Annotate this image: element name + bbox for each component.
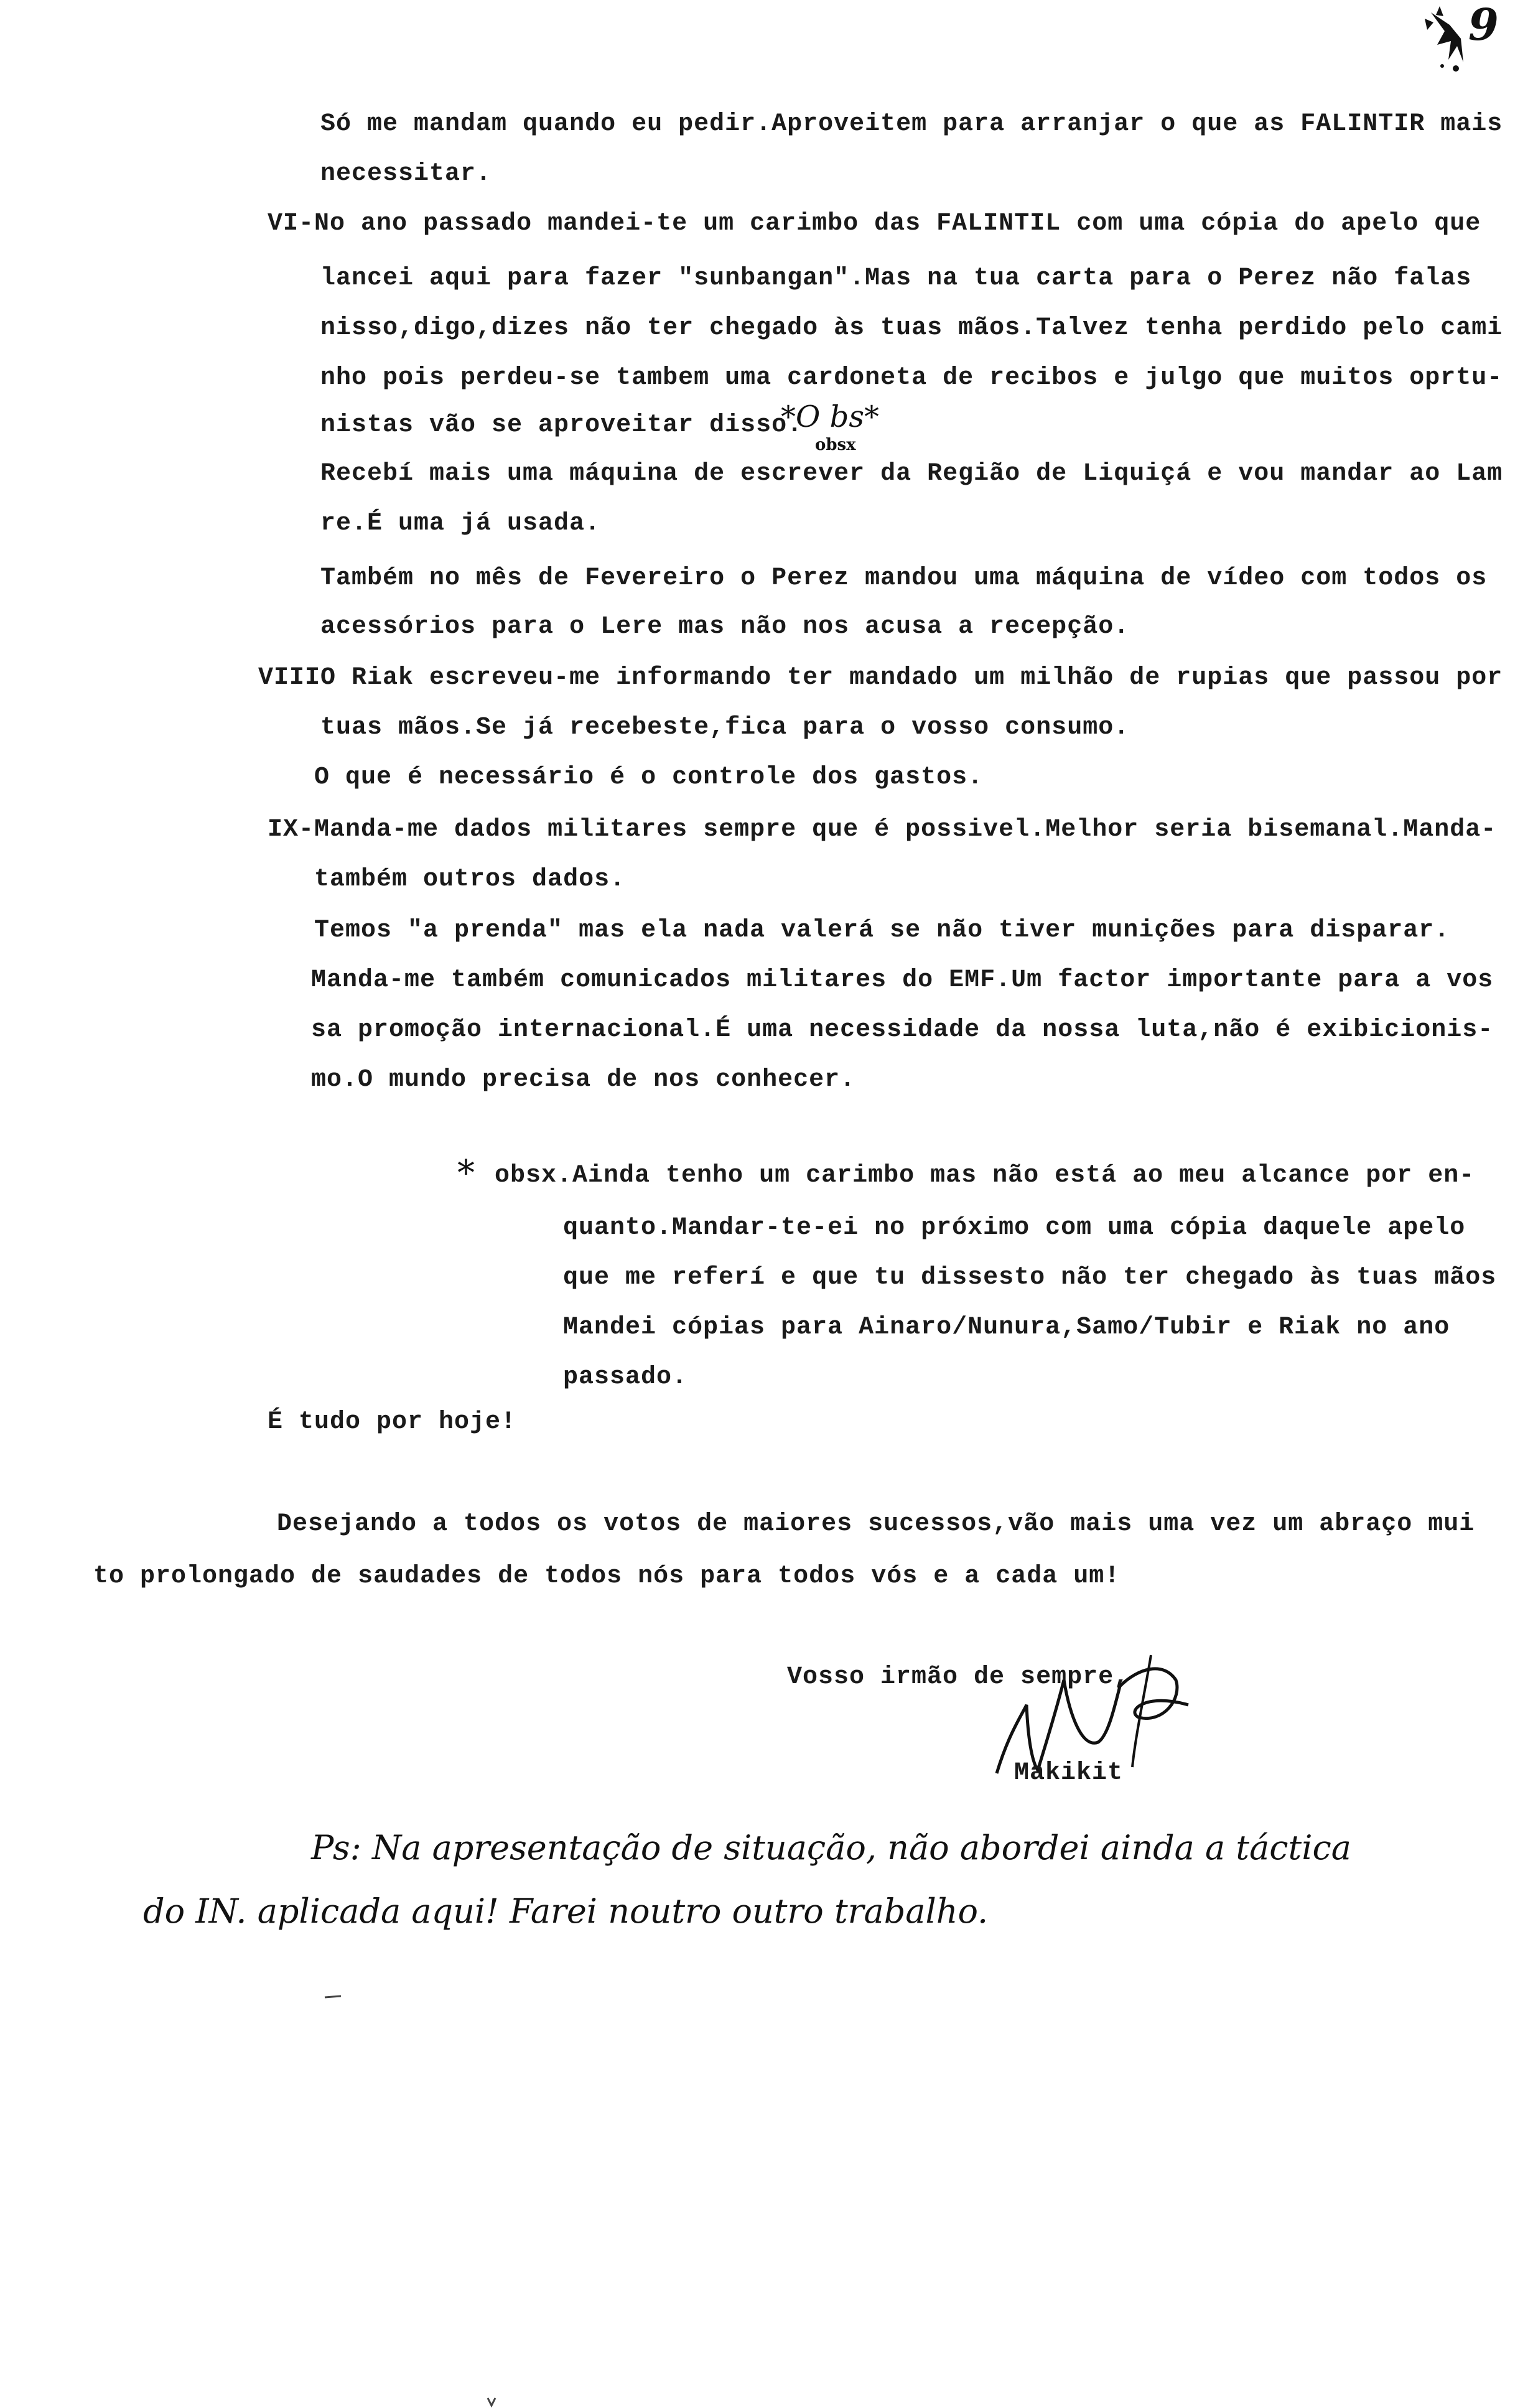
text-line-3: VI-No ano passado mandei-te um carimbo das FALINTIL com uma cópia do apelo que xyxy=(268,210,1481,238)
text-line-18: Manda-me também comunicados militares do EMF.Um factor importante para a vos xyxy=(311,966,1494,994)
stray-mark-icon xyxy=(485,2396,498,2408)
text-line-13: tuas mãos.Se já recebeste,fica para o vosso consumo. xyxy=(320,714,1130,742)
text-line-26: É tudo por hoje! xyxy=(268,1408,517,1436)
text-line-6: nho pois perdeu-se tambem uma cardoneta de recibos e julgo que muitos oprtu- xyxy=(320,364,1503,392)
text-line-15: IX-Manda-me dados militares sempre que é possivel.Melhor seria bisemanal.Manda- xyxy=(268,816,1497,844)
handwritten-ps-line-1: Ps: Na apresentação de situação, não abordei ainda a táctica xyxy=(311,1828,1351,1867)
page-number-digit: 9 xyxy=(1468,0,1499,50)
text-line-17: Temos "a prenda" mas ela nada valerá se não tiver munições para disparar. xyxy=(314,917,1450,945)
text-line-20: mo.O mundo precisa de nos conhecer. xyxy=(311,1066,856,1094)
handwritten-inline-note-sub: obsx xyxy=(815,436,856,454)
stray-mark-icon xyxy=(324,1991,342,2004)
text-line-8: Recebí mais uma máquina de escrever da Região de Liquiçá e vou mandar ao Lam xyxy=(320,460,1503,488)
page-number xyxy=(1412,0,1506,93)
text-line-11: acessórios para o Lere mas não nos acusa a recepção. xyxy=(320,613,1130,641)
text-line-27: Desejando a todos os votos de maiores sucessos,vão mais uma vez um abraço mui xyxy=(277,1510,1475,1538)
closing-salutation: Vosso irmão de sempre, xyxy=(787,1663,1130,1691)
text-line-7: nistas vão se aproveitar disso. xyxy=(320,411,803,439)
text-line-2: necessitar. xyxy=(320,160,492,188)
text-line-19: sa promoção internacional.É uma necessidade da nossa luta,não é exibicionis- xyxy=(311,1016,1494,1044)
text-line-22: quanto.Mandar-te-ei no próximo com uma cópia daquele apelo xyxy=(563,1214,1466,1242)
text-line-28: to prolongado de saudades de todos nós para todos vós e a cada um! xyxy=(93,1562,1121,1590)
text-line-1: Só me mandam quando eu pedir.Aproveitem para arranjar o que as FALINTIR mais xyxy=(320,110,1503,138)
text-line-16: também outros dados. xyxy=(314,866,626,894)
text-line-24: Mandei cópias para Ainaro/Nunura,Samo/Tubir e Riak no ano xyxy=(563,1314,1450,1342)
handwritten-ps-line-2: do IN. aplicada aqui! Farei noutro outro trabalho. xyxy=(143,1892,989,1931)
text-line-23: que me referí e que tu dissesto não ter chegado às tuas mãos xyxy=(563,1264,1497,1292)
text-line-14: O que é necessário é o controle dos gastos. xyxy=(314,763,984,791)
text-line-25: passado. xyxy=(563,1363,688,1391)
text-line-21: obsx.Ainda tenho um carimbo mas não está ao meu alcance por en- xyxy=(495,1162,1475,1190)
signature-name: Makikit xyxy=(1014,1759,1124,1787)
handwritten-asterisk: * xyxy=(457,1153,475,1193)
text-line-4: lancei aqui para fazer "sunbangan".Mas na tua carta para o Perez não falas xyxy=(320,264,1472,292)
text-line-9: re.É uma já usada. xyxy=(320,510,601,538)
handwritten-inline-note: *O bs* xyxy=(781,399,879,434)
text-line-10: Também no mês de Fevereiro o Perez mandou uma máquina de vídeo com todos os xyxy=(320,564,1488,592)
text-line-5: nisso,digo,dizes não ter chegado às tuas mãos.Talvez tenha perdido pelo cami xyxy=(320,314,1503,342)
text-line-12: VIIIO Riak escreveu-me informando ter mandado um milhão de rupias que passou por xyxy=(258,664,1503,692)
